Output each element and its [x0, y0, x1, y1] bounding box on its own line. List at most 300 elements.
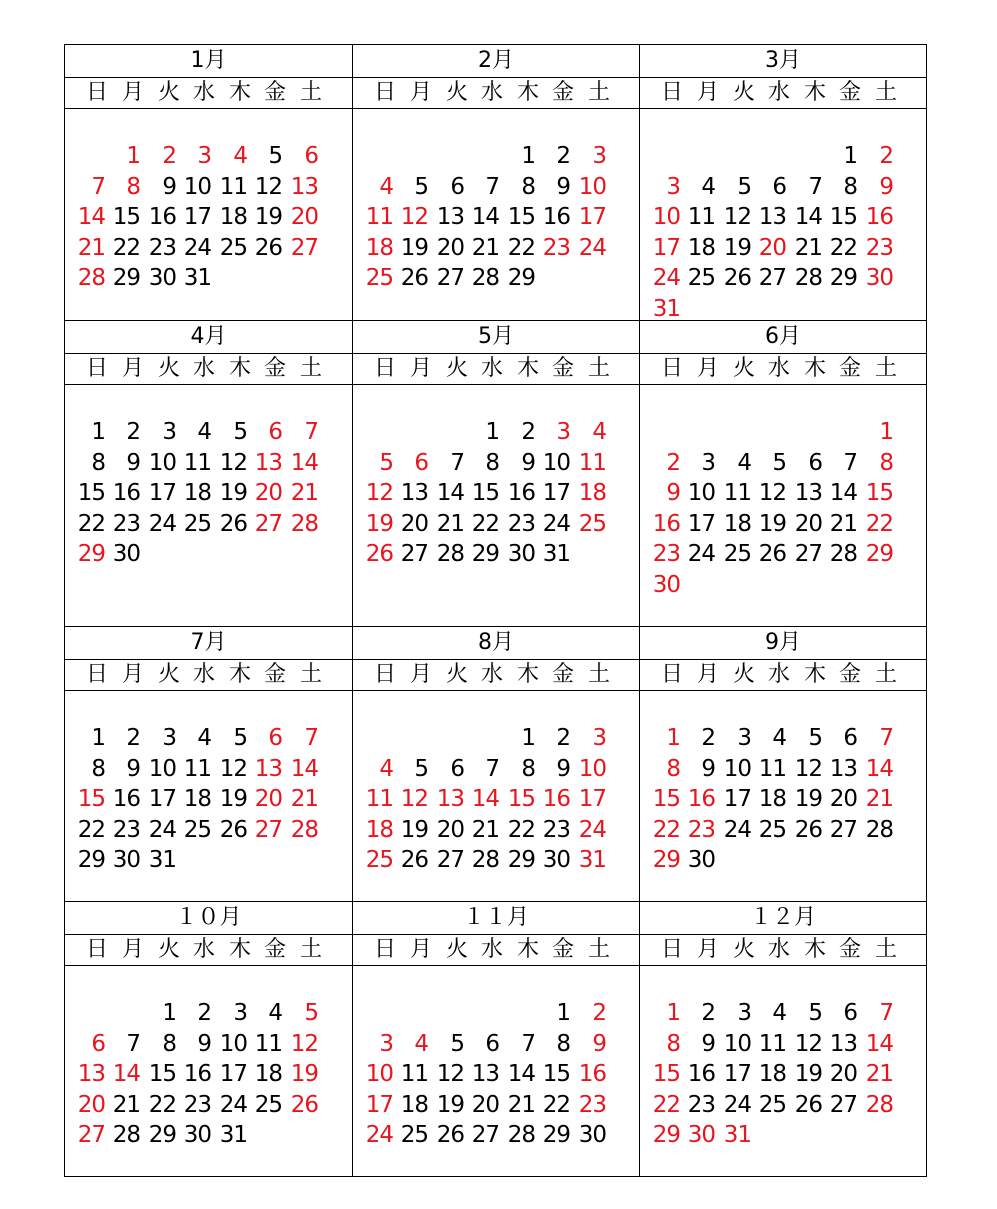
day-cell: 10: [365, 1061, 393, 1088]
day-cell: 10: [148, 449, 176, 476]
day-grid: [640, 690, 926, 901]
day-cell: 29: [112, 265, 140, 292]
month-3: [640, 45, 926, 321]
day-cell: 14: [507, 1061, 535, 1088]
weekday-label: 木: [803, 662, 826, 687]
weekday-label: 木: [228, 356, 251, 381]
day-cell: 21: [290, 786, 318, 813]
day-cell: 31: [723, 1122, 751, 1149]
day-cell: 31: [578, 847, 606, 874]
day-cell: 26: [436, 1122, 464, 1149]
day-cell: 12: [400, 786, 428, 813]
weekday-label: 木: [516, 80, 539, 105]
day-cell: 8: [666, 1030, 680, 1057]
day-cell: 26: [400, 265, 428, 292]
day-cell: 1: [91, 725, 105, 751]
weekday-header: [353, 659, 639, 691]
day-grid: [65, 965, 352, 1176]
month-4: [65, 321, 353, 627]
weekday-label: 土: [587, 356, 610, 381]
day-cell: 7: [126, 1030, 140, 1057]
weekday-label: 水: [192, 937, 215, 962]
day-cell: 19: [365, 510, 393, 537]
day-cell: 17: [183, 204, 211, 231]
weekday-label: 日: [660, 80, 683, 105]
day-cell: 19: [794, 786, 822, 813]
day-cell: 12: [290, 1030, 318, 1057]
weekday-label: 水: [480, 356, 503, 381]
day-cell: 21: [865, 786, 893, 813]
day-cell: 8: [556, 1030, 570, 1057]
day-cell: 13: [471, 1061, 499, 1088]
day-cell: 21: [507, 1091, 535, 1118]
day-cell: 28: [471, 847, 499, 874]
day-cell: 4: [592, 419, 606, 445]
weekday-label: 木: [228, 937, 251, 962]
weekday-label: 水: [767, 662, 790, 687]
day-cell: 1: [521, 143, 535, 169]
day-cell: 17: [365, 1091, 393, 1118]
day-cell: 5: [772, 449, 786, 476]
day-cell: 6: [414, 449, 428, 476]
day-cell: 10: [578, 173, 606, 200]
day-cell: 30: [687, 1122, 715, 1149]
day-cell: 15: [865, 480, 893, 507]
day-cell: 25: [254, 1091, 282, 1118]
day-cell: 28: [507, 1122, 535, 1149]
day-cell: 14: [471, 204, 499, 231]
day-cell: 23: [183, 1091, 211, 1118]
day-grid: [640, 965, 926, 1176]
day-cell: 14: [829, 480, 857, 507]
day-cell: 22: [829, 234, 857, 261]
day-cell: 27: [77, 1122, 105, 1149]
day-cell: 23: [687, 1091, 715, 1118]
day-cell: 4: [737, 449, 751, 476]
day-cell: 11: [687, 204, 715, 231]
day-cell: 9: [197, 1030, 211, 1057]
day-cell: 14: [77, 204, 105, 231]
month-title: 7月: [65, 627, 352, 660]
day-cell: 5: [233, 725, 247, 751]
day-cell: 15: [148, 1061, 176, 1088]
day-cell: 17: [148, 480, 176, 507]
day-cell: 20: [254, 480, 282, 507]
day-cell: 30: [578, 1122, 606, 1149]
weekday-label: 月: [409, 937, 432, 962]
day-cell: 26: [219, 510, 247, 537]
day-cell: 5: [808, 725, 822, 751]
day-cell: 28: [471, 265, 499, 292]
day-cell: 13: [829, 1030, 857, 1057]
day-cell: 24: [652, 265, 680, 292]
weekday-label: 火: [157, 662, 180, 687]
day-cell: 18: [254, 1061, 282, 1088]
day-cell: 2: [701, 1000, 715, 1026]
weekday-label: 金: [263, 937, 286, 962]
day-cell: 20: [436, 234, 464, 261]
day-cell: 6: [268, 419, 282, 445]
day-cell: 29: [652, 1122, 680, 1149]
weekday-label: 火: [445, 80, 468, 105]
day-cell: 2: [197, 1000, 211, 1026]
day-cell: 26: [723, 265, 751, 292]
day-cell: 6: [485, 1030, 499, 1057]
day-cell: 8: [126, 173, 140, 200]
day-cell: 22: [471, 510, 499, 537]
day-cell: 29: [148, 1122, 176, 1149]
day-cell: 23: [652, 541, 680, 568]
weekday-label: 金: [551, 80, 574, 105]
month-5: [353, 321, 640, 627]
day-cell: 16: [148, 204, 176, 231]
day-cell: 12: [794, 755, 822, 782]
weekday-label: 木: [803, 356, 826, 381]
day-cell: 23: [578, 1091, 606, 1118]
day-cell: 31: [219, 1122, 247, 1149]
day-cell: 23: [542, 816, 570, 843]
day-cell: 25: [578, 510, 606, 537]
day-cell: 5: [737, 173, 751, 200]
day-cell: 14: [794, 204, 822, 231]
day-cell: 16: [578, 1061, 606, 1088]
day-cell: 13: [254, 755, 282, 782]
day-cell: 5: [304, 1000, 318, 1026]
day-cell: 12: [436, 1061, 464, 1088]
day-cell: 2: [592, 1000, 606, 1026]
day-cell: 13: [254, 449, 282, 476]
day-cell: 16: [652, 510, 680, 537]
day-cell: 28: [112, 1122, 140, 1149]
weekday-label: 火: [732, 356, 755, 381]
day-cell: 8: [91, 755, 105, 782]
day-cell: 27: [758, 265, 786, 292]
yearly-calendar: [64, 44, 927, 1177]
day-cell: 19: [400, 816, 428, 843]
weekday-label: 土: [587, 662, 610, 687]
day-cell: 29: [542, 1122, 570, 1149]
day-cell: 13: [758, 204, 786, 231]
day-cell: 5: [808, 1000, 822, 1026]
day-cell: 20: [77, 1091, 105, 1118]
day-cell: 21: [436, 510, 464, 537]
day-cell: 15: [77, 786, 105, 813]
day-cell: 7: [843, 449, 857, 476]
day-cell: 4: [197, 419, 211, 445]
day-cell: 9: [666, 480, 680, 507]
weekday-label: 金: [263, 662, 286, 687]
day-cell: 13: [400, 480, 428, 507]
day-cell: 5: [414, 173, 428, 200]
month-title: 2月: [353, 45, 639, 78]
day-cell: 9: [521, 449, 535, 476]
day-cell: 4: [197, 725, 211, 751]
day-cell: 5: [233, 419, 247, 445]
day-cell: 17: [219, 1061, 247, 1088]
day-cell: 28: [794, 265, 822, 292]
day-cell: 24: [578, 816, 606, 843]
weekday-label: 木: [803, 937, 826, 962]
day-cell: 29: [829, 265, 857, 292]
day-cell: 18: [758, 1061, 786, 1088]
day-cell: 8: [879, 449, 893, 476]
weekday-header: [353, 934, 639, 966]
day-cell: 11: [219, 173, 247, 200]
day-cell: 28: [829, 541, 857, 568]
day-cell: 8: [521, 755, 535, 782]
day-cell: 28: [436, 541, 464, 568]
weekday-label: 日: [660, 937, 683, 962]
day-cell: 8: [843, 173, 857, 200]
day-cell: 1: [162, 1000, 176, 1026]
day-cell: 22: [652, 816, 680, 843]
day-cell: 13: [290, 173, 318, 200]
day-cell: 2: [521, 419, 535, 445]
day-grid: [353, 965, 639, 1176]
day-cell: 27: [400, 541, 428, 568]
day-cell: 2: [556, 725, 570, 751]
day-cell: 21: [290, 480, 318, 507]
weekday-label: 月: [121, 356, 144, 381]
day-cell: 16: [687, 1061, 715, 1088]
day-cell: 4: [414, 1030, 428, 1057]
day-cell: 20: [254, 786, 282, 813]
day-cell: 6: [268, 725, 282, 751]
day-cell: 19: [219, 480, 247, 507]
month-11: [353, 902, 640, 1176]
day-cell: 24: [723, 816, 751, 843]
day-cell: 5: [414, 755, 428, 782]
day-cell: 15: [829, 204, 857, 231]
day-cell: 1: [843, 143, 857, 169]
day-cell: 20: [436, 816, 464, 843]
day-cell: 26: [254, 234, 282, 261]
day-cell: 3: [197, 143, 211, 169]
day-cell: 31: [183, 265, 211, 292]
month-title: １１月: [353, 902, 639, 935]
day-cell: 11: [723, 480, 751, 507]
day-cell: 24: [365, 1122, 393, 1149]
day-cell: 9: [556, 173, 570, 200]
day-cell: 11: [758, 1030, 786, 1057]
weekday-label: 水: [767, 356, 790, 381]
weekday-label: 火: [445, 937, 468, 962]
day-cell: 24: [148, 510, 176, 537]
weekday-label: 金: [838, 662, 861, 687]
day-cell: 14: [865, 1030, 893, 1057]
day-cell: 11: [183, 755, 211, 782]
day-cell: 27: [254, 510, 282, 537]
day-cell: 30: [687, 847, 715, 874]
day-cell: 2: [879, 143, 893, 169]
day-cell: 4: [772, 725, 786, 751]
day-cell: 29: [865, 541, 893, 568]
day-cell: 10: [148, 755, 176, 782]
day-cell: 15: [112, 204, 140, 231]
day-cell: 3: [701, 449, 715, 476]
day-cell: 18: [687, 234, 715, 261]
month-title: 6月: [640, 321, 926, 354]
weekday-header: [640, 77, 926, 109]
day-cell: 25: [365, 847, 393, 874]
day-cell: 14: [471, 786, 499, 813]
day-cell: 1: [879, 419, 893, 445]
day-cell: 24: [148, 816, 176, 843]
day-cell: 12: [219, 449, 247, 476]
weekday-label: 土: [874, 356, 897, 381]
day-cell: 2: [126, 419, 140, 445]
weekday-label: 火: [445, 662, 468, 687]
day-cell: 17: [542, 480, 570, 507]
day-cell: 21: [77, 234, 105, 261]
day-grid: [65, 384, 352, 626]
day-cell: 23: [112, 510, 140, 537]
day-cell: 3: [737, 725, 751, 751]
day-cell: 14: [112, 1061, 140, 1088]
day-cell: 31: [652, 296, 680, 322]
weekday-label: 土: [299, 80, 322, 105]
weekday-label: 日: [660, 356, 683, 381]
day-cell: 16: [542, 204, 570, 231]
day-cell: 9: [126, 755, 140, 782]
day-cell: 7: [304, 419, 318, 445]
day-cell: 7: [485, 755, 499, 782]
day-cell: 19: [723, 234, 751, 261]
day-cell: 30: [148, 265, 176, 292]
day-cell: 16: [507, 480, 535, 507]
day-cell: 7: [808, 173, 822, 200]
day-cell: 30: [112, 847, 140, 874]
weekday-header: [353, 353, 639, 385]
day-grid: [353, 690, 639, 901]
day-cell: 28: [865, 1091, 893, 1118]
day-cell: 8: [485, 449, 499, 476]
month-title: 3月: [640, 45, 926, 78]
day-cell: 18: [183, 480, 211, 507]
month-title: 1月: [65, 45, 352, 78]
day-cell: 4: [379, 755, 393, 782]
day-cell: 30: [112, 541, 140, 568]
day-grid: [353, 108, 639, 320]
weekday-label: 月: [409, 80, 432, 105]
day-cell: 22: [865, 510, 893, 537]
weekday-label: 月: [696, 80, 719, 105]
day-cell: 11: [578, 449, 606, 476]
day-cell: 1: [91, 419, 105, 445]
day-cell: 3: [592, 725, 606, 751]
day-cell: 5: [268, 143, 282, 169]
day-cell: 26: [400, 847, 428, 874]
day-cell: 16: [112, 786, 140, 813]
day-grid: [640, 108, 926, 320]
month-title: １０月: [65, 902, 352, 935]
day-cell: 10: [723, 1030, 751, 1057]
day-cell: 9: [592, 1030, 606, 1057]
weekday-label: 月: [121, 80, 144, 105]
day-cell: 6: [450, 755, 464, 782]
day-cell: 6: [772, 173, 786, 200]
day-cell: 17: [652, 234, 680, 261]
day-cell: 18: [183, 786, 211, 813]
day-cell: 3: [162, 725, 176, 751]
day-cell: 23: [865, 234, 893, 261]
day-cell: 16: [542, 786, 570, 813]
day-cell: 1: [666, 1000, 680, 1026]
day-cell: 1: [126, 143, 140, 169]
day-cell: 11: [183, 449, 211, 476]
day-cell: 19: [254, 204, 282, 231]
day-cell: 23: [542, 234, 570, 261]
day-cell: 6: [304, 143, 318, 169]
day-cell: 28: [865, 816, 893, 843]
day-cell: 29: [471, 541, 499, 568]
day-cell: 9: [556, 755, 570, 782]
day-cell: 25: [400, 1122, 428, 1149]
day-cell: 26: [365, 541, 393, 568]
weekday-label: 水: [767, 80, 790, 105]
weekday-label: 月: [696, 662, 719, 687]
weekday-label: 日: [85, 356, 108, 381]
day-cell: 13: [436, 204, 464, 231]
day-cell: 1: [556, 1000, 570, 1026]
weekday-label: 金: [263, 356, 286, 381]
day-cell: 27: [436, 265, 464, 292]
day-cell: 25: [183, 510, 211, 537]
weekday-label: 月: [409, 662, 432, 687]
day-cell: 20: [758, 234, 786, 261]
day-cell: 25: [758, 816, 786, 843]
weekday-label: 水: [480, 937, 503, 962]
weekday-label: 日: [85, 937, 108, 962]
day-cell: 30: [183, 1122, 211, 1149]
day-cell: 12: [758, 480, 786, 507]
day-cell: 3: [379, 1030, 393, 1057]
weekday-header: [65, 353, 352, 385]
day-cell: 9: [162, 173, 176, 200]
day-cell: 27: [471, 1122, 499, 1149]
day-cell: 10: [578, 755, 606, 782]
weekday-label: 日: [373, 356, 396, 381]
day-cell: 20: [829, 786, 857, 813]
day-cell: 22: [507, 234, 535, 261]
day-cell: 23: [687, 816, 715, 843]
day-cell: 21: [471, 234, 499, 261]
day-cell: 1: [666, 725, 680, 751]
day-cell: 8: [521, 173, 535, 200]
day-cell: 19: [400, 234, 428, 261]
day-cell: 9: [701, 755, 715, 782]
weekday-label: 金: [551, 662, 574, 687]
weekday-header: [640, 353, 926, 385]
day-cell: 17: [148, 786, 176, 813]
day-cell: 22: [77, 816, 105, 843]
day-cell: 3: [233, 1000, 247, 1026]
weekday-label: 土: [874, 662, 897, 687]
month-6: [640, 321, 926, 627]
day-cell: 6: [843, 725, 857, 751]
weekday-label: 金: [838, 356, 861, 381]
day-cell: 5: [379, 449, 393, 476]
day-cell: 9: [126, 449, 140, 476]
day-cell: 14: [436, 480, 464, 507]
day-cell: 7: [304, 725, 318, 751]
day-cell: 18: [400, 1091, 428, 1118]
day-cell: 24: [687, 541, 715, 568]
day-cell: 19: [436, 1091, 464, 1118]
weekday-label: 日: [373, 937, 396, 962]
day-cell: 27: [829, 1091, 857, 1118]
day-cell: 21: [829, 510, 857, 537]
